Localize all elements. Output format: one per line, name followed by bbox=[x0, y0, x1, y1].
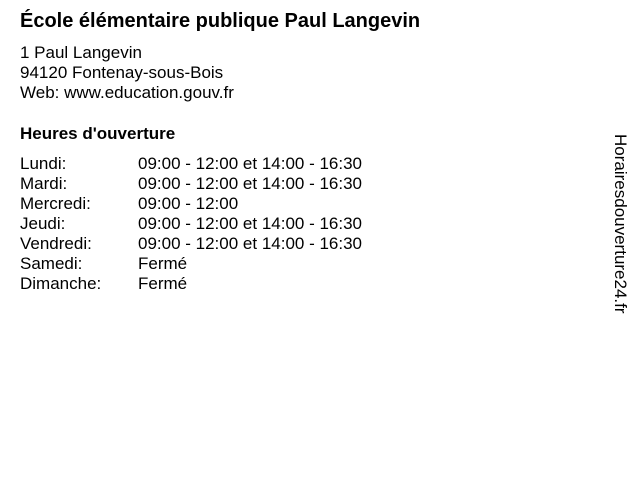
web-link[interactable]: Web: www.education.gouv.fr bbox=[20, 83, 234, 102]
address-street: 1 Paul Langevin bbox=[20, 43, 142, 62]
time-value: 09:00 - 12:00 et 14:00 - 16:30 bbox=[138, 174, 363, 193]
hours-row-friday bbox=[20, 234, 362, 254]
day-label: Mardi: bbox=[20, 174, 68, 193]
hours-table bbox=[20, 154, 362, 294]
day-label: Dimanche: bbox=[20, 274, 102, 293]
day-label: Samedi: bbox=[20, 254, 83, 273]
hours-row-wednesday bbox=[20, 194, 362, 214]
time-value: 09:00 - 12:00 bbox=[138, 194, 239, 213]
hours-row-monday bbox=[20, 154, 362, 174]
address-block bbox=[20, 43, 234, 103]
time-value: Fermé bbox=[138, 254, 188, 273]
page-title: École élémentaire publique Paul Langevin bbox=[20, 10, 421, 32]
brand-watermark: Horairesdouverture24.fr bbox=[611, 134, 630, 314]
address-city: 94120 Fontenay-sous-Bois bbox=[20, 63, 224, 82]
time-value: 09:00 - 12:00 et 14:00 - 16:30 bbox=[138, 234, 363, 253]
day-label: Lundi: bbox=[20, 154, 67, 173]
day-label: Vendredi: bbox=[20, 234, 92, 253]
hours-row-sunday bbox=[20, 274, 362, 294]
hours-row-thursday bbox=[20, 214, 362, 234]
time-value: Fermé bbox=[138, 274, 188, 293]
hours-row-tuesday bbox=[20, 174, 362, 194]
day-label: Jeudi: bbox=[20, 214, 66, 233]
day-label: Mercredi: bbox=[20, 194, 91, 213]
hours-row-saturday bbox=[20, 254, 362, 274]
time-value: 09:00 - 12:00 et 14:00 - 16:30 bbox=[138, 154, 363, 173]
hours-heading: Heures d'ouverture bbox=[20, 124, 176, 143]
time-value: 09:00 - 12:00 et 14:00 - 16:30 bbox=[138, 214, 363, 233]
